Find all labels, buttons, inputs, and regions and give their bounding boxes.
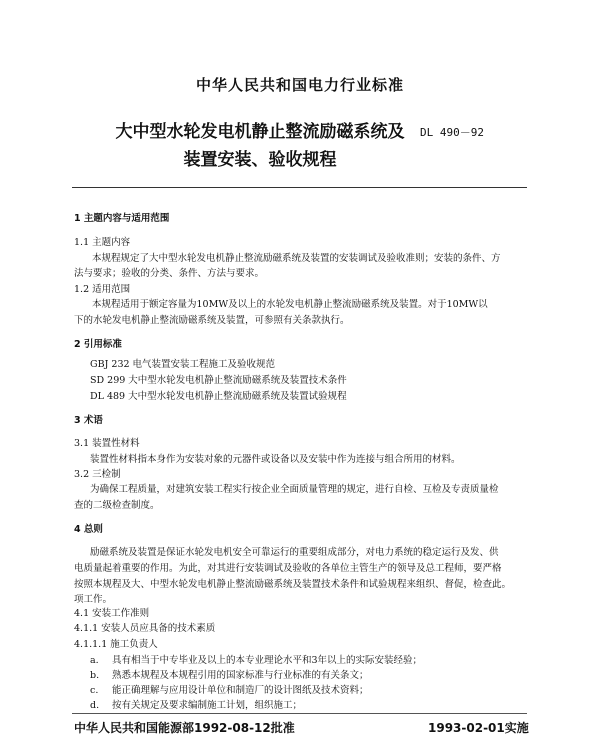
document-title-line2: 装置安装、验收规程 bbox=[183, 150, 337, 170]
section-4-text-cont1: 电质量起着重要的作用。为此，对其进行安装调试及验收的各单位主管生产的领导及总工程师，要严格 bbox=[74, 563, 502, 574]
document-title-line1: 大中型水轮发电机静止整流励磁系统及 bbox=[115, 122, 405, 142]
section-1-2-text: 本规程适用于额定容量为10MW及以上的水轮发电机静止整流励磁系统及装置。对于10MW以 bbox=[92, 299, 488, 310]
section-1-1-heading: 1.1 主题内容 bbox=[74, 237, 131, 248]
list-item-d-label: d. bbox=[90, 700, 100, 711]
footer-divider bbox=[72, 713, 527, 714]
section-2-heading: 2 引用标准 bbox=[74, 339, 122, 350]
section-3-2-text-cont: 查的二级检查制度。 bbox=[74, 500, 160, 511]
list-item-a-text: 具有相当于中专毕业及以上的本专业理论水平和3年以上的实际安装经验； bbox=[112, 655, 423, 666]
section-1-2-heading: 1.2 适用范围 bbox=[74, 284, 131, 295]
section-1-2-text-cont: 下的水轮发电机静止整流励磁系统及装置，可参照有关条款执行。 bbox=[74, 315, 350, 326]
section-3-heading: 3 术语 bbox=[74, 415, 103, 426]
section-3-2-text: 为确保工程质量，对建筑安装工程实行按企业全面质量管理的规定，进行自检、互检及专责质量检 bbox=[90, 484, 499, 495]
section-4-text-cont2: 按照本规程及大、中型水轮发电机静止整流励磁系统及装置技术条件和试验规程来组织、督促，检查此。 bbox=[74, 579, 512, 590]
section-3-1-heading: 3.1 装置性材料 bbox=[74, 438, 140, 449]
section-3-1-text: 装置性材料指本身作为安装对象的元器件或设备以及安装中作为连接与组合所用的材料。 bbox=[90, 454, 461, 465]
section-4-text-cont3: 项工作。 bbox=[74, 594, 113, 605]
list-item-b-label: b. bbox=[90, 670, 100, 681]
reference-sd299: SD 299 大中型水轮发电机静止整流励磁系统及装置技术条件 bbox=[90, 375, 347, 386]
header-divider bbox=[72, 187, 527, 188]
list-item-c-label: c. bbox=[90, 685, 99, 696]
section-4-1-1-1-heading: 4.1.1.1 施工负责人 bbox=[74, 639, 158, 650]
section-4-heading: 4 总则 bbox=[74, 524, 103, 535]
section-4-1-heading: 4.1 安装工作准则 bbox=[74, 608, 150, 619]
section-4-1-1-heading: 4.1.1 安装人员应具备的技术素质 bbox=[74, 623, 216, 634]
section-1-heading: 1 主题内容与适用范围 bbox=[74, 213, 170, 224]
org-title: 中华人民共和国电力行业标准 bbox=[195, 76, 404, 94]
list-item-b-text: 熟悉本规程及本规程引用的国家标准与行业标准的有关条文； bbox=[112, 670, 369, 681]
list-item-c-text: 能正确理解与应用设计单位和制造厂的设计图纸及技术资料； bbox=[112, 685, 369, 696]
section-3-2-heading: 3.2 三检制 bbox=[74, 469, 121, 480]
approval-date: 中华人民共和国能源部1992-08-12批准 bbox=[74, 721, 295, 735]
standard-number: DL 490－92 bbox=[420, 126, 484, 139]
section-4-text: 励磁系统及装置是保证水轮发电机安全可靠运行的重要组成部分，对电力系统的稳定运行及发、供 bbox=[90, 547, 499, 558]
reference-dl489: DL 489 大中型水轮发电机静止整流励磁系统及装置试验规程 bbox=[90, 391, 347, 402]
section-1-1-text-cont: 法与要求；验收的分类、条件、方法与要求。 bbox=[74, 268, 265, 279]
reference-gbj232: GBJ 232 电气装置安装工程施工及验收规范 bbox=[90, 359, 276, 370]
list-item-d-text: 按有关规定及要求编制施工计划，组织施工； bbox=[112, 700, 303, 711]
effective-date: 1993-02-01实施 bbox=[428, 721, 529, 735]
section-1-1-text: 本规程规定了大中型水轮发电机静止整流励磁系统及装置的安装调试及验收准则；安装的条件、方 bbox=[92, 253, 501, 264]
list-item-a-label: a. bbox=[90, 655, 99, 666]
